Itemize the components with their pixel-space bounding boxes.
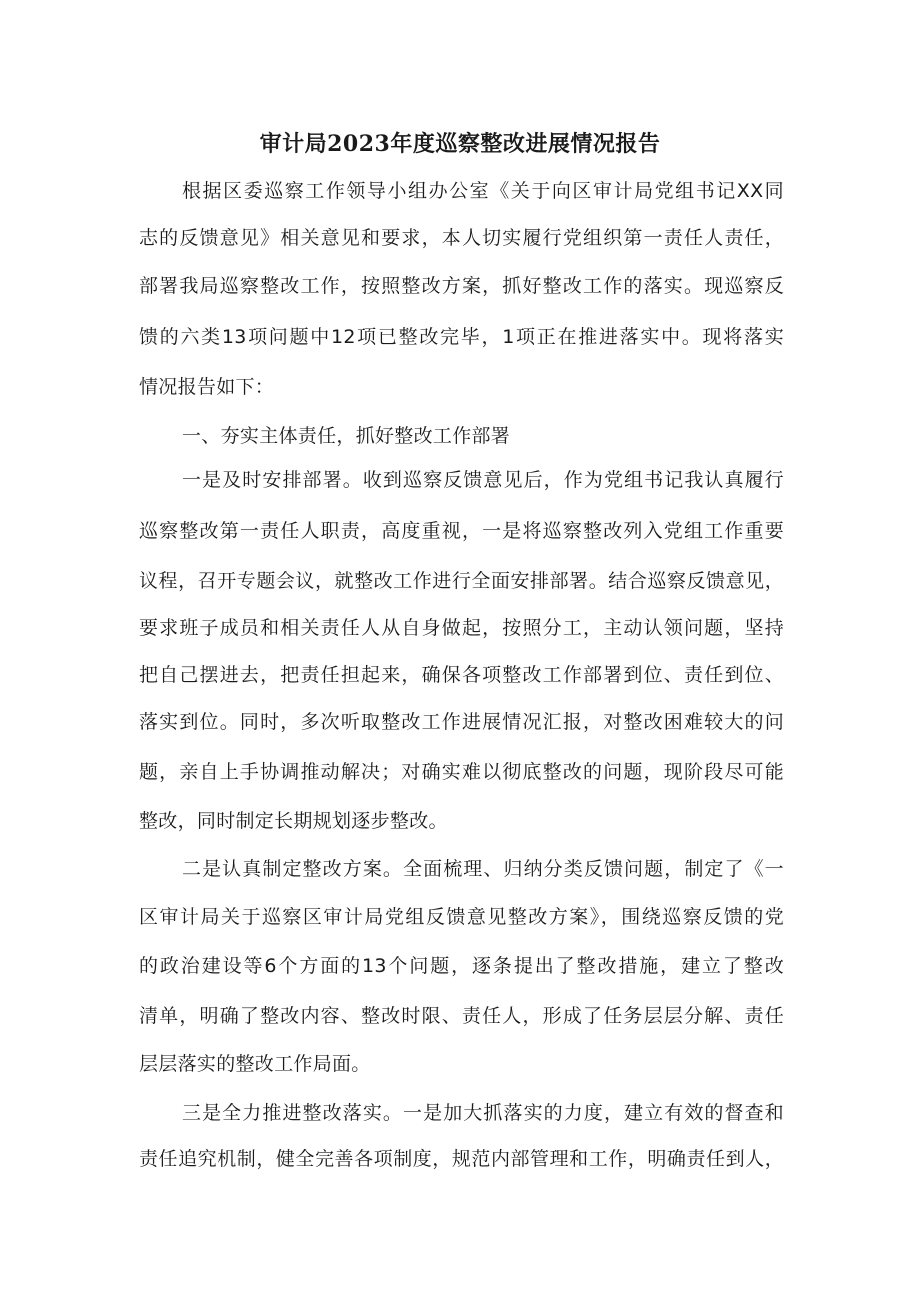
- paragraph-line: 巡察整改第一责任人职责，高度重视，一是将巡察整改列入党组工作重要: [139, 520, 784, 542]
- paragraph-line: 责任追究机制，健全完善各项制度，规范内部管理和工作，明确责任到人，: [139, 1148, 784, 1170]
- paragraph-line: 部署我局巡察整改工作，按照整改方案，抓好整改工作的落实。现巡察反: [139, 275, 784, 297]
- paragraph-line: 落实到位。同时，多次听取整改工作进展情况汇报，对整改困难较大的问: [139, 711, 784, 733]
- paragraph-line: 志的反馈意见》相关意见和要求，本人切实履行党组织第一责任人责任，: [139, 227, 784, 249]
- section-heading: 一、夯实主体责任，抓好整改工作部署: [182, 425, 511, 447]
- paragraph-line: 清单，明确了整改内容、整改时限、责任人，形成了任务层层分解、责任: [139, 1005, 784, 1027]
- paragraph-line: 层层落实的整改工作局面。: [139, 1053, 371, 1075]
- paragraph-line: 二是认真制定整改方案。全面梳理、归纳分类反馈问题，制定了《一: [182, 858, 784, 880]
- paragraph-line: 区审计局关于巡察区审计局党组反馈意见整改方案》，围绕巡察反馈的党: [139, 906, 784, 928]
- paragraph-line: 题，亲自上手协调推动解决；对确实难以彻底整改的问题，现阶段尽可能: [139, 761, 784, 783]
- paragraph-line: 整改，同时制定长期规划逐步整改。: [139, 810, 448, 832]
- paragraph-line: 馈的六类13项问题中12项已整改完毕，1项正在推进落实中。现将落实: [139, 326, 784, 348]
- paragraph-line: 议程，召开专题会议，就整改工作进行全面安排部署。结合巡察反馈意见，: [139, 570, 784, 592]
- paragraph-line: 把自己摆进去，把责任担起来，确保各项整改工作部署到位、责任到位、: [139, 664, 784, 686]
- paragraph-line: 的政治建设等6个方面的13个问题，逐条提出了整改措施，建立了整改: [139, 955, 784, 977]
- document-title: 审计局2023年度巡察整改进展情况报告: [259, 131, 661, 157]
- paragraph-line: 一是及时安排部署。收到巡察反馈意见后，作为党组书记我认真履行: [182, 469, 784, 491]
- paragraph-line: 要求班子成员和相关责任人从自身做起，按照分工，主动认领问题，坚持: [139, 617, 784, 639]
- paragraph-line: 三是全力推进整改落实。一是加大抓落实的力度，建立有效的督查和: [182, 1102, 784, 1124]
- paragraph-line: 情况报告如下：: [139, 376, 275, 398]
- paragraph-line: 根据区委巡察工作领导小组办公室《关于向区审计局党组书记XX同: [182, 180, 784, 202]
